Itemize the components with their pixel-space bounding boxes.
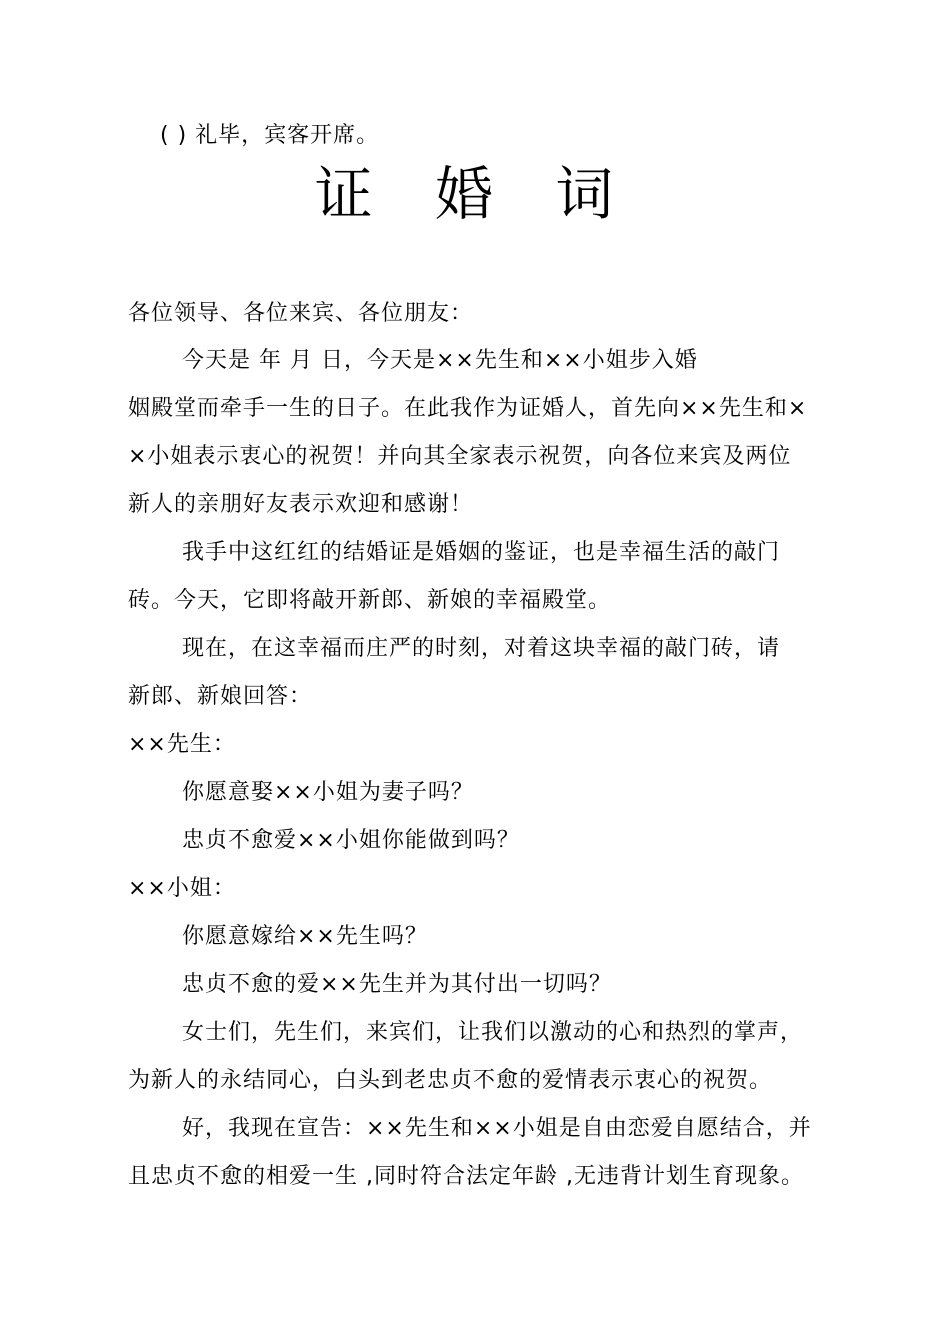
paragraph-4-line-2: 为新人的永结同心，白头到老忠贞不愈的爱情表示衷心的祝贺。 xyxy=(128,1068,773,1093)
greeting: 各位领导、各位来宾、各位朋友： xyxy=(128,301,474,326)
paragraph-1-line-1: 今天是 年 月 日，今天是××先生和××小姐步入婚 xyxy=(182,348,698,373)
paragraph-1-line-4: 新人的亲朋好友表示欢迎和感谢！ xyxy=(128,492,474,517)
top-note: ( ) 礼毕，宾客开席。 xyxy=(160,123,380,148)
bride-question-2: 忠贞不愈的爱××先生并为其付出一切吗？ xyxy=(182,972,612,997)
paragraph-3-line-2: 新郎、新娘回答： xyxy=(128,684,313,709)
page-title: 证 婚 词 xyxy=(314,160,636,228)
groom-question-2: 忠贞不愈爱××小姐你能做到吗？ xyxy=(182,828,520,853)
bride-label: ××小姐： xyxy=(128,876,236,901)
paragraph-1-line-3: ×小姐表示衷心的祝贺！并向其全家表示祝贺，向各位来宾及两位 xyxy=(128,444,792,469)
bride-question-1: 你愿意嫁给××先生吗？ xyxy=(182,924,428,949)
paragraph-5-line-2: 且忠贞不愈的相爱一生 ,同时符合法定年龄 ,无违背计划生育现象。 xyxy=(128,1164,804,1189)
paragraph-4-line-1: 女士们，先生们，来宾们，让我们以激动的心和热烈的掌声， xyxy=(182,1020,804,1045)
paragraph-1-line-2: 姻殿堂而牵手一生的日子。在此我作为证婚人，首先向××先生和× xyxy=(128,396,808,421)
paragraph-2-line-1: 我手中这红红的结婚证是婚姻的鉴证，也是幸福生活的敲门 xyxy=(182,540,781,565)
paragraph-2-line-2: 砖。今天，它即将敲开新郎、新娘的幸福殿堂。 xyxy=(128,588,612,613)
paragraph-5-line-1: 好，我现在宣告：××先生和××小姐是自由恋爱自愿结合，并 xyxy=(182,1116,812,1141)
groom-label: ××先生： xyxy=(128,732,236,757)
groom-question-1: 你愿意娶××小姐为妻子吗？ xyxy=(182,780,474,805)
paragraph-3-line-1: 现在，在这幸福而庄严的时刻，对着这块幸福的敲门砖，请 xyxy=(182,636,781,661)
